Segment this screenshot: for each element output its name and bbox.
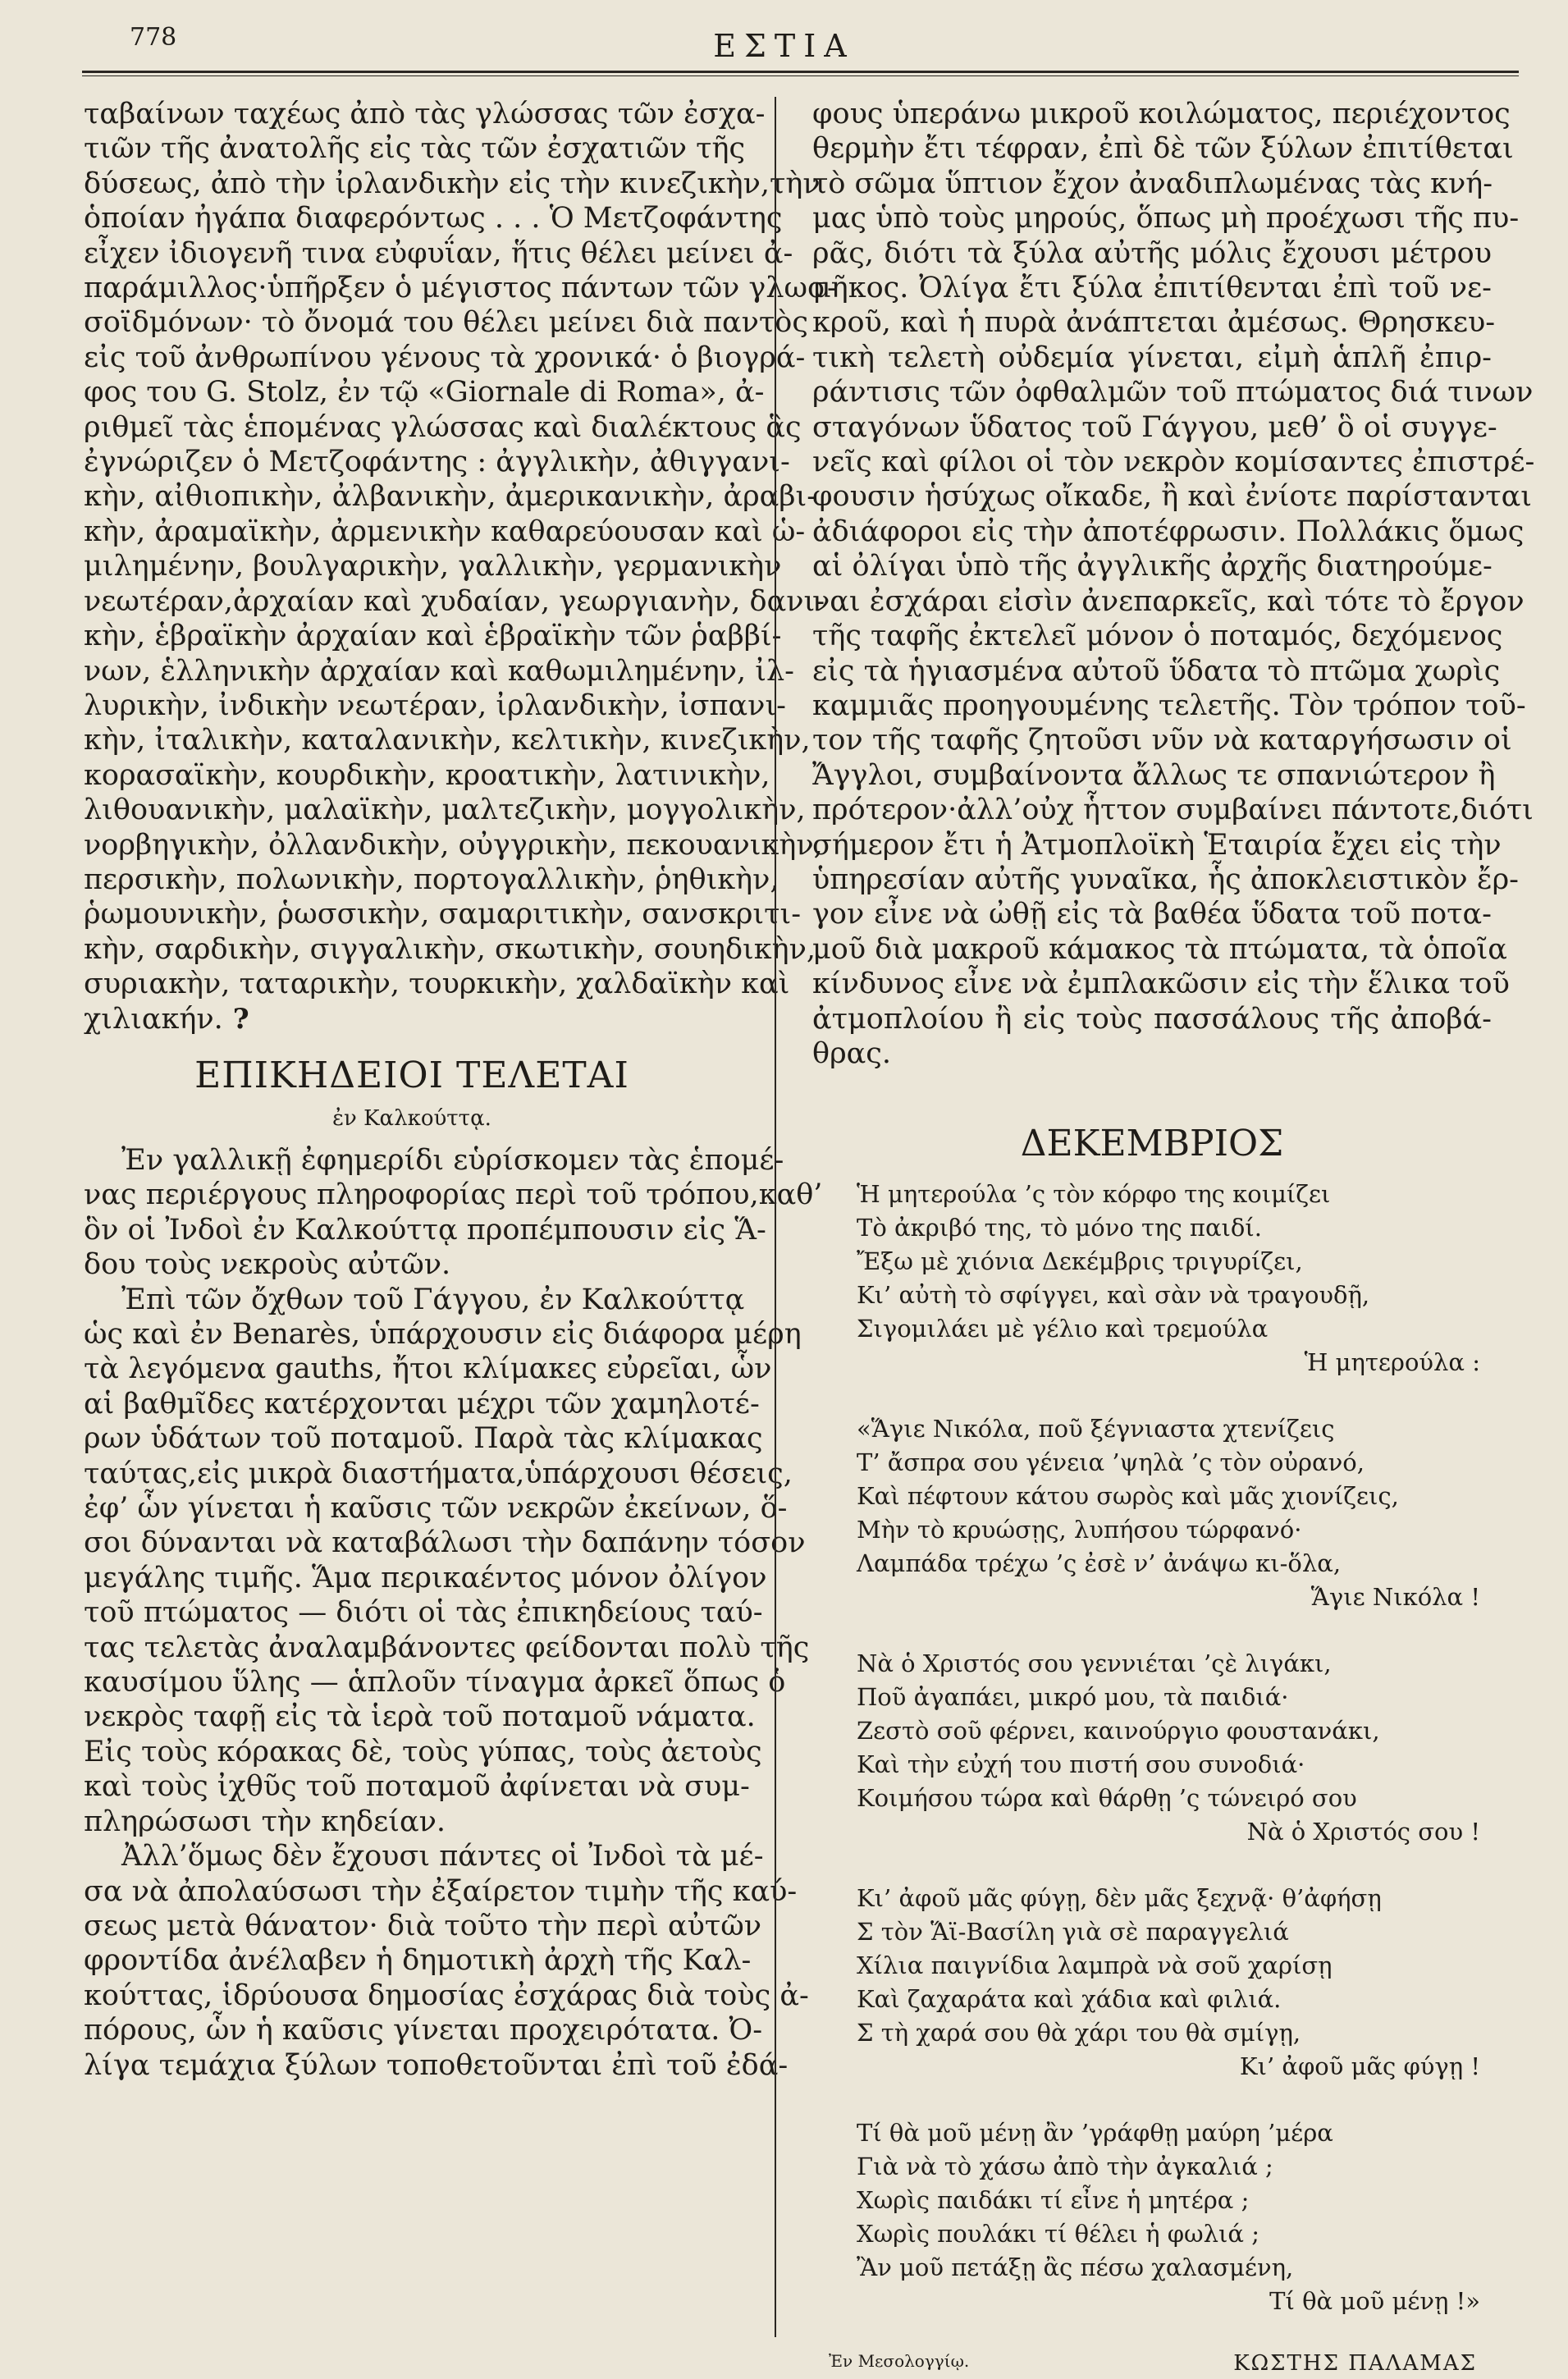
text-line: μας ὑπὸ τοὺς μηρούς, ὅπως μὴ προέχωσι τῆς πυ-: [812, 202, 1520, 236]
text-line: τὸ σῶμα ὕπτιον ἔχον ἀναδιπλωμένας τὰς κνή-: [812, 167, 1493, 200]
text-line: δύσεως, ἀπὸ τὴν ἰρλανδικὴν εἰς τὴν κινεζικὴν,τὴν: [84, 167, 821, 200]
text-line: νεκρὸς ταφῇ εἰς τὰ ἱερὰ τοῦ ποταμοῦ νάματα.: [84, 1700, 756, 1734]
text-line: φουσιν ἡσύχως οἴκαδε, ἢ καὶ ἐνίοτε παρίστανται: [812, 480, 1532, 514]
text-line: σταγόνων ὕδατος τοῦ Γάγγου, μεθ’ ὃ οἱ συγγε-: [812, 410, 1497, 444]
text-line: Εἰς τοὺς κόρακας δὲ, τοὺς γύπας, τοὺς ἀετοὺς: [84, 1735, 762, 1768]
text-line: ριθμεῖ τὰς ἑπομένας γλώσσας καὶ διαλέκτους ἃς: [84, 410, 802, 444]
text-line: ὁποίαν ἠγάπα διαφερόντως . . . Ὁ Μετζοφάντης: [84, 202, 783, 236]
poem-line: Σ τὴ χαρά σου θὰ χάρι του θὰ σμίγῃ,: [857, 2019, 1301, 2047]
text-line: κὴν, ἀραμαϊκὴν, ἀρμενικὴν καθαρεύουσαν καὶ ὡ-: [84, 515, 806, 548]
column-divider: [775, 97, 776, 2337]
poem-line: Κι’ ἀφοῦ μᾶς φύγῃ, δὲν μᾶς ξεχνᾷ· θ’ἀφήσῃ: [857, 1884, 1382, 1913]
text-line: ράντισις τῶν ὀφθαλμῶν τοῦ πτώματος διά τινων: [812, 376, 1534, 409]
poem-refrain: Κι’ ἀφοῦ μᾶς φύγῃ !: [1239, 2052, 1480, 2081]
intro-last-line: χιλιακήν.: [84, 1002, 223, 1036]
text-line: τοῦ πτώματος — διότι οἱ τὰς ἐπικηδείους ταύ-: [84, 1596, 763, 1630]
text-line: μιλημένην, βουλγαρικὴν, γαλλικὴν, γερμανικὴν: [84, 550, 782, 583]
poem-line: Ἂν μοῦ πετάξῃ ἂς πέσω χαλασμένη,: [857, 2253, 1294, 2282]
text-line: φροντίδα ἀνέλαβεν ἡ δημοτικὴ ἀρχὴ τῆς Καλ-: [84, 1944, 752, 1978]
text-line: καυσίμου ὕλης — ἁπλοῦν τίναγμα ἀρκεῖ ὅπως ὁ: [84, 1666, 786, 1700]
poem-footer: [812, 2351, 1477, 2376]
article-body-continued: [812, 97, 1535, 1071]
left-column: [84, 97, 837, 2083]
text-line: Ἐπὶ τῶν ὄχθων τοῦ Γάγγου, ἐν Καλκούττᾳ: [121, 1283, 745, 1316]
text-line: εἶχεν ἰδιογενῆ τινα εὐφυΐαν, ἥτις θέλει μείνει ἀ-: [84, 236, 793, 270]
text-line: καὶ τοὺς ἰχθῦς τοῦ ποταμοῦ ἀφίνεται νὰ συμ-: [84, 1770, 750, 1804]
text-line: σοϊδμόνων· τὸ ὄνομά του θέλει μείνει διὰ παντὸς: [84, 306, 808, 340]
text-line: αἱ ὀλίγαι ὑπὸ τῆς ἀγγλικῆς ἀρχῆς διατηρούμε-: [812, 550, 1493, 583]
poem-stanza: [857, 2116, 1480, 2318]
masthead-title: ΕΣΤΙΑ: [713, 28, 855, 64]
poem-place: Ἐν Μεσολογγίῳ.: [829, 2351, 970, 2372]
text-line: τὰ λεγόμενα gauths, ἤτοι κλίμακες εὐρεῖαι, ὧν: [84, 1352, 772, 1386]
text-line: λιθουανικὴν, μαλαϊκὴν, μαλτεζικὴν, μογγολικὴν,: [84, 794, 806, 827]
text-line: μῆκος. Ὀλίγα ἔτι ξύλα ἐπιτίθενται ἐπὶ τοῦ νε-: [812, 272, 1492, 305]
text-line: θερμὴν ἔτι τέφραν, ἐπὶ δὲ τῶν ξύλων ἐπιτίθεται: [812, 132, 1514, 166]
poem-line: Καὶ πέφτουν κάτου σωρὸς καὶ μᾶς χιονίζεις,: [857, 1482, 1399, 1511]
poem-line: Χωρὶς παιδάκι τί εἶνε ἡ μητέρα ;: [857, 2186, 1250, 2215]
article-subtitle: ἐν Καλκούττᾳ.: [332, 1105, 491, 1131]
poem-line: Ποῦ ἀγαπάει, μικρό μου, τὰ παιδιά·: [857, 1683, 1289, 1712]
article-body: [84, 1143, 823, 2083]
text-line: Ἐν γαλλικῇ ἐφημερίδι εὑρίσκομεν τὰς ἑπομέ-: [121, 1143, 784, 1177]
poem-stanza: [857, 1178, 1480, 1379]
text-line: κὴν, σαρδικὴν, σιγγαλικὴν, σκωτικὴν, σουηδικὴν,: [84, 932, 816, 966]
poem-line: «Ἅγιε Νικόλα, ποῦ ξέγνιαστα χτενίζεις: [857, 1415, 1335, 1443]
poem-line: Ἡ μητερούλα ’ς τὸν κόρφο της κοιμίζει: [857, 1180, 1331, 1209]
poem-author: ΚΩΣΤΗΣ ΠΑΛΑΜΑΣ: [1233, 2351, 1477, 2377]
text-line: τῆς ταφῆς ἐκτελεῖ μόνον ὁ ποταμός, δεχόμενος: [812, 620, 1503, 653]
article-title: ΕΠΙΚΗΔΕΙΟΙ ΤΕΛΕΤΑΙ: [194, 1054, 629, 1096]
poem-line: Ἔξω μὲ χιόνια Δεκέμβρις τριγυρίζει,: [857, 1247, 1303, 1276]
poem-refrain: Ἅγιε Νικόλα !: [1310, 1583, 1480, 1612]
text-line: ἐφ’ ὧν γίνεται ἡ καῦσις τῶν νεκρῶν ἐκείνων, ὅ-: [84, 1492, 788, 1526]
text-line: ἀδιάφοροι εἰς τὴν ἀποτέφρωσιν. Πολλάκις ὅμως: [812, 515, 1525, 548]
text-line: νας περιέργους πληροφορίας περὶ τοῦ τρόπου,καθ’: [84, 1178, 823, 1212]
text-line: νεωτέραν,ἀρχαίαν καὶ χυδαίαν, γεωργιανὴν, δανι-: [84, 584, 825, 618]
text-line: ἀτμοπλοίου ἢ εἰς τοὺς πασσάλους τῆς ἀποβά-: [812, 1002, 1492, 1036]
poem-line: Τ’ ἄσπρα σου γένεια ’ψηλὰ ’ς τὸν οὐρανό,: [857, 1448, 1365, 1477]
intro-article-end: [84, 1002, 740, 1036]
text-line: λυρικὴν, ἰνδικὴν νεωτέραν, ἰρλανδικὴν, ἰσπανι-: [84, 689, 786, 722]
article-signature: ?: [232, 1002, 249, 1036]
text-line: τιῶν τῆς ἀνατολῆς εἰς τὰς τῶν ἐσχατιῶν τῆς: [84, 132, 746, 166]
poem-line: Γιὰ νὰ τὸ χάσω ἀπὸ τὴν ἀγκαλιά ;: [857, 2153, 1273, 2181]
text-line: καμμιᾶς προηγουμένης τελετῆς. Τὸν τρόπον τοῦ-: [812, 689, 1526, 722]
poem-line: Λαμπάδα τρέχω ’ς ἐσὲ ν’ ἀνάψω κι-ὅλα,: [857, 1549, 1342, 1578]
text-line: ρων ὑδάτων τοῦ ποταμοῦ. Παρὰ τὰς κλίμακας: [84, 1422, 763, 1456]
poem-stanza: [857, 1882, 1480, 2084]
poem-line: Καὶ τὴν εὐχή του πιστή σου συνοδιά·: [857, 1750, 1305, 1779]
text-line: λίγα τεμάχια ξύλων τοποθετοῦνται ἐπὶ τοῦ ἐδά-: [84, 2048, 789, 2082]
poem-refrain: Τί θὰ μοῦ μένῃ !»: [1269, 2287, 1480, 2316]
text-line: πόρους, ὧν ἡ καῦσις γίνεται προχειρότατα. Ὀ-: [84, 2014, 763, 2047]
text-line: τον τῆς ταφῆς ζητοῦσι νῦν νὰ καταργήσωσιν οἱ: [812, 724, 1512, 757]
text-line: κούττας, ἱδρύουσα δημοσίας ἐσχάρας διὰ τοὺς ἀ-: [84, 1979, 809, 2012]
text-line: ρᾶς, διότι τὰ ξύλα αὐτῆς μόλις ἔχουσι μέτρου: [812, 236, 1492, 270]
text-line: περσικὴν, πολωνικὴν, πορτογαλλικὴν, ῥηθικὴν,: [84, 862, 779, 896]
text-line: αἱ βαθμῖδες κατέρχονται μέχρι τῶν χαμηλοτέ-: [84, 1387, 760, 1421]
poem-line: Χωρὶς πουλάκι τί θέλει ἡ φωλιά ;: [857, 2220, 1259, 2249]
text-line: δου τοὺς νεκροὺς αὐτῶν.: [84, 1248, 451, 1282]
text-line: γον εἶνε νὰ ὠθῇ εἰς τὰ βαθέα ὕδατα τοῦ ποτα-: [812, 898, 1492, 931]
text-line: τας τελετὰς ἀναλαμβάνοντες φείδονται πολὺ τῆς: [84, 1631, 810, 1664]
text-line: ταβαίνων ταχέως ἀπὸ τὰς γλώσσας τῶν ἐσχα-: [84, 98, 766, 130]
poem-line: Κοιμήσου τώρα καὶ θάρθῃ ’ς τώνειρό σου: [857, 1784, 1357, 1813]
text-line: σήμερον ἔτι ἡ Ἀτμοπλοϊκὴ Ἑταιρία ἔχει εἰς τὴν: [812, 828, 1502, 862]
poem-stanza: [857, 1412, 1480, 1614]
poem-line: Σιγομιλάει μὲ γέλιο καὶ τρεμούλα: [857, 1315, 1269, 1343]
poem-line: Τί θὰ μοῦ μένῃ ἂν ’γράφθῃ μαύρη ’μέρα: [857, 2119, 1333, 2148]
text-line: κροῦ, καὶ ἡ πυρὰ ἀνάπτεται ἀμέσως. Θρησκευ-: [812, 306, 1496, 340]
poem-title: ΔΕΚΕΜΒΡΙΟΣ: [1020, 1123, 1284, 1165]
text-line: ὡς καὶ ἐν Benarès, ὑπάρχουσιν εἰς διάφορα μέρη: [84, 1318, 802, 1351]
text-line: ὃν οἱ Ἰνδοὶ ἐν Καλκούττᾳ προπέμπουσιν εἰς Ἅ-: [84, 1213, 766, 1247]
poem-refrain: Νὰ ὁ Χριστός σου !: [1246, 1818, 1480, 1846]
text-line: ὑπηρεσίαν αὐτῆς γυναῖκα, ἧς ἀποκλειστικὸν ἔρ-: [812, 862, 1520, 896]
text-line: σοι δύνανται νὰ καταβάλωσι τὴν δαπάνην τόσον: [84, 1526, 806, 1560]
poem-line: Καὶ ζαχαράτα καὶ χάδια καὶ φιλιά.: [857, 1985, 1282, 2014]
text-line: μεγάλης τιμῆς. Ἅμα περικαέντος μόνον ὀλίγον: [84, 1561, 767, 1594]
poem-stanza: [857, 1647, 1480, 1849]
text-line: Ἀλλ’ὅμως δὲν ἔχουσι πάντες οἱ Ἰνδοὶ τὰ μέ-: [121, 1840, 764, 1873]
poem-line: Τὸ ἀκριβό της, τὸ μόνο της παιδί.: [857, 1214, 1262, 1242]
text-line: ναι ἐσχάραι εἰσὶν ἀνεπαρκεῖς, καὶ τότε τὸ ἔργον: [812, 584, 1525, 618]
poem-refrain: Ἡ μητερούλα :: [1304, 1348, 1480, 1377]
text-line: φους ὑπεράνω μικροῦ κοιλώματος, περιέχοντος: [812, 98, 1511, 130]
text-line: σα νὰ ἀπολαύσωσι τὴν ἐξαίρετον τιμὴν τῆς καύ-: [84, 1874, 798, 1908]
text-line: κορασαϊκὴν, κουρδικὴν, κροατικὴν, λατινικὴν,: [84, 758, 770, 792]
text-line: κὴν, αἰθιοπικὴν, ἀλβανικὴν, ἀμερικανικὴν, ἀραβι-: [84, 480, 817, 514]
text-line: πληρώσωσι τὴν κηδείαν.: [84, 1805, 446, 1838]
header-rule-thin: [82, 75, 1519, 76]
text-line: πρότερον·ἀλλ’οὐχ ἧττον συμβαίνει πάντοτε,διότι: [812, 794, 1534, 827]
text-line: Ἄγγλοι, συμβαίνοντα ἄλλως τε σπανιώτερον ἢ: [812, 758, 1496, 792]
text-line: φος του G. Stolz, ἐν τῷ «Giornale di Roma», ἀ-: [84, 376, 765, 409]
text-line: νεῖς καὶ φίλοι οἱ τὸν νεκρὸν κομίσαντες ἐπιστρέ-: [812, 446, 1535, 479]
text-line: τικὴ τελετὴ οὐδεμία γίνεται, εἰμὴ ἁπλῆ ἐπιρ-: [812, 341, 1492, 374]
text-line: ῥωμουνικὴν, ῥωσσικὴν, σαμαριτικὴν, σανσκριτι-: [84, 898, 802, 931]
text-line: ταύτας,εἰς μικρὰ διαστήματα,ὑπάρχουσι θέσεις,: [84, 1457, 793, 1490]
text-line: κὴν, ἑβραϊκὴν ἀρχαίαν καὶ ἑβραϊκὴν τῶν ῥαββί-: [84, 620, 782, 653]
poem-line: Σ τὸν Ἅϊ-Βασίλη γιὰ σὲ παραγγελιά: [857, 1918, 1289, 1947]
text-line: νων, ἑλληνικὴν ἀρχαίαν καὶ καθωμιλημένην, ἰλ-: [84, 654, 795, 688]
text-line: παράμιλλος·ὑπῆρξεν ὁ μέγιστος πάντων τῶν γλωσ-: [84, 272, 837, 305]
text-line: εἰς τοῦ ἀνθρωπίνου γένους τὰ χρονικά· ὁ βιογρά-: [84, 341, 806, 374]
text-line: συριακὴν, ταταρικὴν, τουρκικὴν, χαλδαϊκὴν καὶ: [84, 968, 790, 1001]
header-rule: [82, 71, 1519, 73]
poem-line: Μὴν τὸ κρυώσῃς, λυπήσου τώρφανό·: [857, 1516, 1302, 1544]
text-line: σεως μετὰ θάνατον· διὰ τοῦτο τὴν περὶ αὐτῶν: [84, 1909, 762, 1942]
intro-article-text: [84, 97, 837, 1002]
right-column: [812, 97, 1535, 2377]
poem-line: Νὰ ὁ Χριστός σου γεννιέται ’ςὲ λιγάκι,: [857, 1649, 1332, 1678]
text-line: μοῦ διὰ μακροῦ κάμακος τὰ πτώματα, τὰ ὁποῖα: [812, 932, 1507, 966]
text-line: κὴν, ἰταλικὴν, καταλανικὴν, κελτικὴν, κινεζικὴν,: [84, 724, 811, 757]
text-line: νορβηγικὴν, ὀλλανδικὴν, οὐγγρικὴν, πεκουανικὴν,: [84, 828, 823, 862]
text-line: ἐγνώριζεν ὁ Μετζοφάντης : ἀγγλικὴν, ἀθιγγανι-: [84, 446, 790, 479]
poem-line: Κι’ αὐτὴ τὸ σφίγγει, καὶ σὰν νὰ τραγουδῇ,: [857, 1281, 1370, 1310]
poem-line: Χίλια παιγνίδια λαμπρὰ νὰ σοῦ χαρίσῃ: [857, 1951, 1333, 1980]
page-number: 778: [130, 23, 177, 52]
poem-line: Ζεστὸ σοῦ φέρνει, καινούργιο φουστανάκι,: [857, 1717, 1380, 1745]
text-line: κίνδυνος εἶνε νὰ ἐμπλακῶσιν εἰς τὴν ἕλικα τοῦ: [812, 968, 1510, 1001]
text-line: εἰς τὰ ἡγιασμένα αὐτοῦ ὕδατα τὸ πτῶμα χωρὶς: [812, 654, 1501, 688]
poem: [812, 1178, 1480, 2318]
text-line: θρας.: [812, 1036, 892, 1070]
